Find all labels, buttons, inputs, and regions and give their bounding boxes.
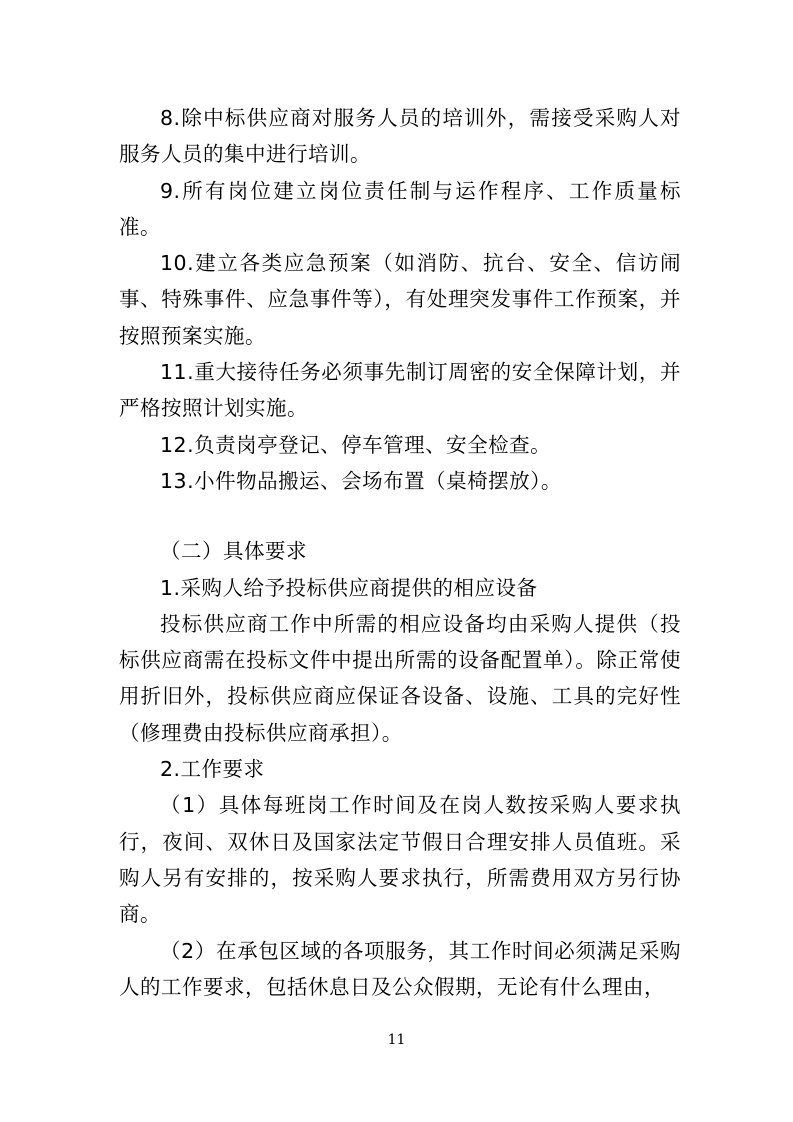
page-body <box>119 100 681 1005</box>
subheading-equipment: 1.采购人给予投标供应商提供的相应设备 <box>160 575 538 600</box>
paragraph-item-12: 12.负责岗亭登记、停车管理、安全检查。 <box>160 432 552 457</box>
paragraph-requirement-2: （2）在承包区域的各项服务，其工作时间必须满足采购人的工作要求，包括休息日及公众假期，无论有什么理由， <box>119 938 681 999</box>
paragraph-equipment: 投标供应商工作中所需的相应设备均由采购人提供（投标供应商需在投标文件中提出所需的设备配置单）。除正常使用折旧外，投标供应商应保证各设备、设施、工具的完好性（修理费由投标供应商承担）。 <box>119 611 681 745</box>
paragraph-item-8: 8.除中标供应商对服务人员的培训外，需接受采购人对服务人员的集中进行培训。 <box>119 106 681 167</box>
page-number: 11 <box>387 1032 406 1048</box>
paragraph-requirement-1: （1）具体每班岗工作时间及在岗人数按采购人要求执行，夜间、双休日及国家法定节假日合理安排人员值班。采购人另有安排的，按采购人要求执行，所需费用双方另行协商。 <box>119 793 681 927</box>
paragraph-item-10: 10.建立各类应急预案（如消防、抗台、安全、信访闹事、特殊事件、应急事件等），有处理突发事件工作预案，并按照预案实施。 <box>119 251 681 348</box>
subheading-work-requirements: 2.工作要求 <box>160 757 265 782</box>
paragraph-item-13: 13.小件物品搬运、会场布置（桌椅摆放）。 <box>160 468 562 493</box>
paragraph-item-9: 9.所有岗位建立岗位责任制与运作程序、工作质量标准。 <box>119 178 681 239</box>
section-spacer <box>119 499 681 533</box>
paragraph-item-11: 11.重大接待任务必须事先制订周密的安全保障计划，并严格按照计划实施。 <box>119 360 681 421</box>
section-heading: （二）具体要求 <box>160 539 307 564</box>
